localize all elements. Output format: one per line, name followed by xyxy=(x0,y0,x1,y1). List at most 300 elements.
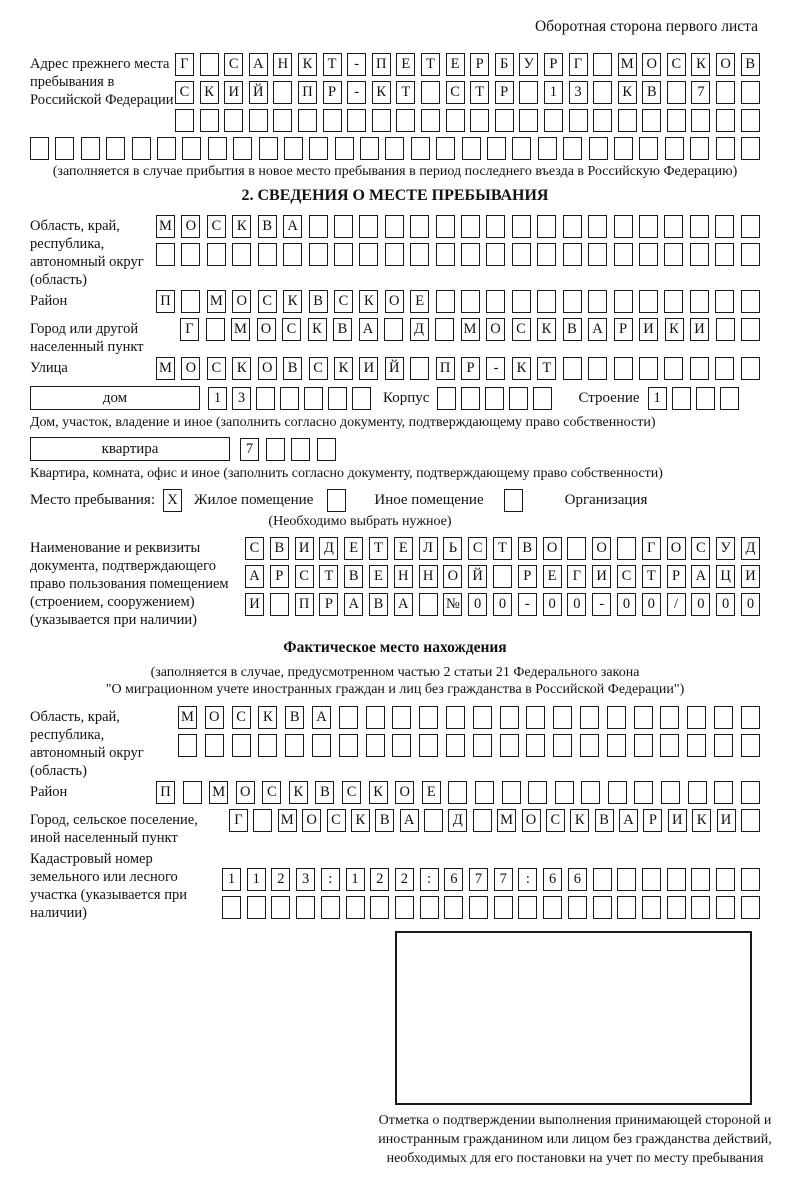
char-cell[interactable]: : xyxy=(321,868,340,891)
char-cell[interactable]: Л xyxy=(419,537,438,560)
char-cell[interactable]: У xyxy=(716,537,735,560)
char-cell[interactable] xyxy=(208,137,227,160)
char-cell[interactable] xyxy=(500,734,519,757)
char-cell[interactable]: В xyxy=(258,215,277,238)
char-cell[interactable] xyxy=(30,137,49,160)
char-cell[interactable]: Р xyxy=(270,565,289,588)
char-cell[interactable] xyxy=(446,706,465,729)
char-cell[interactable] xyxy=(715,357,734,380)
char-cell[interactable] xyxy=(581,781,600,804)
char-cell[interactable] xyxy=(537,215,556,238)
char-cell[interactable]: 3 xyxy=(569,81,588,104)
char-cell[interactable] xyxy=(741,781,760,804)
char-cell[interactable] xyxy=(588,243,607,266)
char-cell[interactable]: А xyxy=(249,53,268,76)
char-cell[interactable] xyxy=(232,243,251,266)
char-cell[interactable] xyxy=(533,387,552,410)
char-cell[interactable] xyxy=(614,137,633,160)
char-cell[interactable]: Г xyxy=(229,809,248,832)
char-cell[interactable]: 2 xyxy=(395,868,414,891)
char-cell[interactable] xyxy=(563,243,582,266)
char-cell[interactable] xyxy=(664,357,683,380)
char-cell[interactable] xyxy=(716,318,735,341)
char-cell[interactable] xyxy=(664,290,683,313)
char-cell[interactable]: О xyxy=(592,537,611,560)
char-cell[interactable]: 0 xyxy=(567,593,586,616)
char-cell[interactable]: Д xyxy=(448,809,467,832)
char-cell[interactable] xyxy=(266,438,285,461)
char-cell[interactable]: Н xyxy=(394,565,413,588)
char-cell[interactable] xyxy=(271,896,290,919)
char-cell[interactable]: Т xyxy=(396,81,415,104)
char-cell[interactable] xyxy=(691,868,710,891)
char-cell[interactable]: / xyxy=(667,593,686,616)
char-cell[interactable] xyxy=(741,137,760,160)
char-cell[interactable] xyxy=(323,109,342,132)
char-cell[interactable]: И xyxy=(668,809,687,832)
char-cell[interactable] xyxy=(537,243,556,266)
char-cell[interactable]: О xyxy=(302,809,321,832)
char-cell[interactable] xyxy=(639,137,658,160)
char-cell[interactable] xyxy=(205,734,224,757)
char-cell[interactable] xyxy=(232,734,251,757)
char-cell[interactable] xyxy=(156,243,175,266)
char-cell[interactable]: К xyxy=(359,290,378,313)
char-cell[interactable] xyxy=(614,215,633,238)
char-cell[interactable]: 2 xyxy=(370,868,389,891)
char-cell[interactable]: И xyxy=(224,81,243,104)
char-cell[interactable] xyxy=(334,215,353,238)
char-cell[interactable]: М xyxy=(178,706,197,729)
char-cell[interactable] xyxy=(309,215,328,238)
char-cell[interactable] xyxy=(410,357,429,380)
char-cell[interactable]: Е xyxy=(543,565,562,588)
char-cell[interactable] xyxy=(384,318,403,341)
char-cell[interactable]: 0 xyxy=(543,593,562,616)
char-cell[interactable] xyxy=(741,357,760,380)
char-cell[interactable]: Т xyxy=(493,537,512,560)
char-cell[interactable] xyxy=(691,896,710,919)
char-cell[interactable] xyxy=(614,357,633,380)
char-cell[interactable] xyxy=(419,734,438,757)
char-cell[interactable]: Г xyxy=(175,53,194,76)
char-cell[interactable]: Й xyxy=(468,565,487,588)
char-cell[interactable]: С xyxy=(245,537,264,560)
char-cell[interactable] xyxy=(660,706,679,729)
char-cell[interactable]: 6 xyxy=(543,868,562,891)
char-cell[interactable] xyxy=(285,734,304,757)
char-cell[interactable]: С xyxy=(327,809,346,832)
char-cell[interactable]: К xyxy=(289,781,308,804)
char-cell[interactable] xyxy=(446,109,465,132)
char-cell[interactable]: П xyxy=(156,781,175,804)
char-cell[interactable]: С xyxy=(342,781,361,804)
char-cell[interactable] xyxy=(690,290,709,313)
char-cell[interactable] xyxy=(593,896,612,919)
char-cell[interactable] xyxy=(178,734,197,757)
char-cell[interactable] xyxy=(473,734,492,757)
char-cell[interactable]: С xyxy=(691,537,710,560)
char-cell[interactable]: Е xyxy=(344,537,363,560)
char-cell[interactable] xyxy=(259,137,278,160)
char-cell[interactable]: 0 xyxy=(741,593,760,616)
char-cell[interactable]: А xyxy=(400,809,419,832)
char-cell[interactable]: К xyxy=(665,318,684,341)
char-cell[interactable] xyxy=(372,109,391,132)
char-cell[interactable]: Р xyxy=(323,81,342,104)
char-cell[interactable]: В xyxy=(285,706,304,729)
char-cell[interactable] xyxy=(741,868,760,891)
char-cell[interactable] xyxy=(500,706,519,729)
char-cell[interactable]: Р xyxy=(461,357,480,380)
char-cell[interactable] xyxy=(687,706,706,729)
char-cell[interactable] xyxy=(233,137,252,160)
char-cell[interactable] xyxy=(461,387,480,410)
char-cell[interactable] xyxy=(312,734,331,757)
char-cell[interactable] xyxy=(469,896,488,919)
char-cell[interactable] xyxy=(563,357,582,380)
char-cell[interactable] xyxy=(519,109,538,132)
char-cell[interactable] xyxy=(569,109,588,132)
char-cell[interactable] xyxy=(667,896,686,919)
char-cell[interactable]: 0 xyxy=(468,593,487,616)
char-cell[interactable] xyxy=(634,734,653,757)
char-cell[interactable] xyxy=(446,734,465,757)
char-cell[interactable] xyxy=(741,896,760,919)
char-cell[interactable]: И xyxy=(245,593,264,616)
char-cell[interactable] xyxy=(366,734,385,757)
char-cell[interactable]: У xyxy=(519,53,538,76)
char-cell[interactable] xyxy=(473,706,492,729)
char-cell[interactable]: 1 xyxy=(222,868,241,891)
char-cell[interactable] xyxy=(563,137,582,160)
char-cell[interactable] xyxy=(512,215,531,238)
char-cell[interactable] xyxy=(538,137,557,160)
char-cell[interactable]: П xyxy=(295,593,314,616)
char-cell[interactable] xyxy=(588,215,607,238)
char-cell[interactable] xyxy=(614,290,633,313)
char-cell[interactable] xyxy=(224,109,243,132)
char-cell[interactable] xyxy=(512,243,531,266)
char-cell[interactable]: О xyxy=(205,706,224,729)
char-cell[interactable] xyxy=(419,706,438,729)
checkbox-organization[interactable] xyxy=(504,489,523,512)
char-cell[interactable] xyxy=(309,137,328,160)
char-cell[interactable]: 0 xyxy=(716,593,735,616)
char-cell[interactable] xyxy=(518,896,537,919)
char-cell[interactable]: И xyxy=(717,809,736,832)
char-cell[interactable] xyxy=(563,215,582,238)
char-cell[interactable] xyxy=(339,734,358,757)
char-cell[interactable]: № xyxy=(443,593,462,616)
char-cell[interactable]: А xyxy=(588,318,607,341)
char-cell[interactable]: О xyxy=(181,357,200,380)
char-cell[interactable] xyxy=(444,896,463,919)
char-cell[interactable] xyxy=(487,137,506,160)
char-cell[interactable] xyxy=(690,243,709,266)
char-cell[interactable] xyxy=(461,290,480,313)
char-cell[interactable] xyxy=(617,537,636,560)
char-cell[interactable] xyxy=(485,387,504,410)
char-cell[interactable]: Г xyxy=(567,565,586,588)
char-cell[interactable]: 6 xyxy=(444,868,463,891)
char-cell[interactable]: Д xyxy=(741,537,760,560)
char-cell[interactable]: И xyxy=(295,537,314,560)
char-cell[interactable]: С xyxy=(207,357,226,380)
char-cell[interactable]: К xyxy=(298,53,317,76)
char-cell[interactable]: С xyxy=(282,318,301,341)
char-cell[interactable] xyxy=(593,109,612,132)
char-cell[interactable] xyxy=(716,896,735,919)
char-cell[interactable] xyxy=(421,81,440,104)
char-cell[interactable] xyxy=(639,215,658,238)
char-cell[interactable]: Г xyxy=(642,537,661,560)
char-cell[interactable] xyxy=(741,809,760,832)
char-cell[interactable] xyxy=(106,137,125,160)
char-cell[interactable]: В xyxy=(741,53,760,76)
char-cell[interactable] xyxy=(470,109,489,132)
char-cell[interactable]: К xyxy=(512,357,531,380)
char-cell[interactable] xyxy=(256,387,275,410)
char-cell[interactable]: И xyxy=(592,565,611,588)
char-cell[interactable]: О xyxy=(236,781,255,804)
char-cell[interactable] xyxy=(714,706,733,729)
char-cell[interactable] xyxy=(222,896,241,919)
char-cell[interactable]: С xyxy=(617,565,636,588)
char-cell[interactable] xyxy=(563,290,582,313)
char-cell[interactable]: П xyxy=(372,53,391,76)
char-cell[interactable]: С xyxy=(262,781,281,804)
char-cell[interactable] xyxy=(741,109,760,132)
char-cell[interactable] xyxy=(157,137,176,160)
char-cell[interactable]: 1 xyxy=(346,868,365,891)
char-cell[interactable] xyxy=(716,109,735,132)
char-cell[interactable]: П xyxy=(156,290,175,313)
char-cell[interactable]: К xyxy=(351,809,370,832)
char-cell[interactable]: И xyxy=(690,318,709,341)
char-cell[interactable] xyxy=(200,53,219,76)
char-cell[interactable] xyxy=(424,809,443,832)
char-cell[interactable] xyxy=(526,734,545,757)
char-cell[interactable]: 7 xyxy=(240,438,259,461)
char-cell[interactable]: Е xyxy=(446,53,465,76)
char-cell[interactable]: К xyxy=(308,318,327,341)
char-cell[interactable]: Р xyxy=(614,318,633,341)
char-cell[interactable] xyxy=(568,896,587,919)
char-cell[interactable]: Р xyxy=(319,593,338,616)
char-cell[interactable]: М xyxy=(207,290,226,313)
char-cell[interactable]: О xyxy=(257,318,276,341)
char-cell[interactable] xyxy=(296,896,315,919)
char-cell[interactable]: Й xyxy=(385,357,404,380)
char-cell[interactable]: О xyxy=(522,809,541,832)
char-cell[interactable]: Е xyxy=(396,53,415,76)
char-cell[interactable] xyxy=(741,215,760,238)
char-cell[interactable] xyxy=(181,243,200,266)
char-cell[interactable] xyxy=(247,896,266,919)
char-cell[interactable] xyxy=(716,137,735,160)
char-cell[interactable] xyxy=(537,290,556,313)
char-cell[interactable]: О xyxy=(667,537,686,560)
char-cell[interactable] xyxy=(420,896,439,919)
char-cell[interactable] xyxy=(593,53,612,76)
char-cell[interactable]: Т xyxy=(470,81,489,104)
char-cell[interactable] xyxy=(544,109,563,132)
char-cell[interactable]: П xyxy=(298,81,317,104)
char-cell[interactable] xyxy=(528,781,547,804)
char-cell[interactable]: О xyxy=(642,53,661,76)
char-cell[interactable] xyxy=(665,137,684,160)
char-cell[interactable] xyxy=(741,290,760,313)
char-cell[interactable] xyxy=(317,438,336,461)
char-cell[interactable] xyxy=(435,318,454,341)
char-cell[interactable]: О xyxy=(543,537,562,560)
char-cell[interactable]: Е xyxy=(394,537,413,560)
char-cell[interactable]: Н xyxy=(273,53,292,76)
char-cell[interactable] xyxy=(660,734,679,757)
char-cell[interactable]: В xyxy=(333,318,352,341)
char-cell[interactable] xyxy=(181,290,200,313)
char-cell[interactable] xyxy=(298,109,317,132)
char-cell[interactable]: М xyxy=(156,357,175,380)
char-cell[interactable] xyxy=(741,243,760,266)
char-cell[interactable]: 0 xyxy=(691,593,710,616)
char-cell[interactable] xyxy=(392,706,411,729)
char-cell[interactable] xyxy=(411,137,430,160)
char-cell[interactable]: И xyxy=(639,318,658,341)
char-cell[interactable]: - xyxy=(486,357,505,380)
char-cell[interactable]: А xyxy=(245,565,264,588)
checkbox-other-premises[interactable] xyxy=(327,489,346,512)
char-cell[interactable] xyxy=(509,387,528,410)
char-cell[interactable]: А xyxy=(344,593,363,616)
apartment-type-box[interactable]: квартира xyxy=(30,437,230,461)
char-cell[interactable]: Т xyxy=(323,53,342,76)
char-cell[interactable] xyxy=(593,868,612,891)
char-cell[interactable]: 0 xyxy=(617,593,636,616)
char-cell[interactable] xyxy=(634,781,653,804)
char-cell[interactable] xyxy=(495,109,514,132)
char-cell[interactable]: К xyxy=(372,81,391,104)
char-cell[interactable] xyxy=(473,809,492,832)
char-cell[interactable]: А xyxy=(394,593,413,616)
checkbox-residential[interactable]: X xyxy=(163,489,182,512)
char-cell[interactable] xyxy=(334,243,353,266)
char-cell[interactable]: 7 xyxy=(469,868,488,891)
char-cell[interactable]: В xyxy=(283,357,302,380)
char-cell[interactable] xyxy=(359,243,378,266)
char-cell[interactable] xyxy=(486,290,505,313)
char-cell[interactable] xyxy=(667,109,686,132)
char-cell[interactable] xyxy=(200,109,219,132)
char-cell[interactable] xyxy=(370,896,389,919)
char-cell[interactable]: Ь xyxy=(443,537,462,560)
char-cell[interactable] xyxy=(667,81,686,104)
char-cell[interactable]: К xyxy=(200,81,219,104)
char-cell[interactable]: Н xyxy=(419,565,438,588)
char-cell[interactable] xyxy=(741,318,760,341)
char-cell[interactable] xyxy=(392,734,411,757)
char-cell[interactable] xyxy=(715,243,734,266)
char-cell[interactable] xyxy=(688,781,707,804)
char-cell[interactable]: Д xyxy=(410,318,429,341)
char-cell[interactable]: П xyxy=(436,357,455,380)
char-cell[interactable]: С xyxy=(258,290,277,313)
char-cell[interactable] xyxy=(249,109,268,132)
char-cell[interactable]: 3 xyxy=(296,868,315,891)
char-cell[interactable]: 7 xyxy=(494,868,513,891)
char-cell[interactable] xyxy=(309,243,328,266)
char-cell[interactable] xyxy=(607,706,626,729)
char-cell[interactable]: Г xyxy=(180,318,199,341)
char-cell[interactable]: К xyxy=(283,290,302,313)
char-cell[interactable] xyxy=(519,81,538,104)
char-cell[interactable]: 0 xyxy=(642,593,661,616)
char-cell[interactable]: А xyxy=(312,706,331,729)
char-cell[interactable] xyxy=(614,243,633,266)
char-cell[interactable]: М xyxy=(209,781,228,804)
char-cell[interactable]: О xyxy=(181,215,200,238)
char-cell[interactable] xyxy=(360,137,379,160)
char-cell[interactable] xyxy=(339,706,358,729)
char-cell[interactable]: М xyxy=(156,215,175,238)
char-cell[interactable] xyxy=(366,706,385,729)
char-cell[interactable] xyxy=(182,137,201,160)
char-cell[interactable]: С xyxy=(667,53,686,76)
char-cell[interactable] xyxy=(253,809,272,832)
char-cell[interactable]: В xyxy=(595,809,614,832)
char-cell[interactable] xyxy=(607,734,626,757)
char-cell[interactable]: Т xyxy=(369,537,388,560)
char-cell[interactable]: 6 xyxy=(568,868,587,891)
char-cell[interactable]: К xyxy=(232,357,251,380)
char-cell[interactable] xyxy=(690,137,709,160)
char-cell[interactable]: В xyxy=(315,781,334,804)
char-cell[interactable] xyxy=(667,868,686,891)
char-cell[interactable]: Й xyxy=(249,81,268,104)
char-cell[interactable]: С xyxy=(334,290,353,313)
char-cell[interactable]: М xyxy=(497,809,516,832)
char-cell[interactable]: В xyxy=(270,537,289,560)
char-cell[interactable] xyxy=(553,706,572,729)
char-cell[interactable]: К xyxy=(334,357,353,380)
char-cell[interactable]: С xyxy=(232,706,251,729)
char-cell[interactable]: С xyxy=(546,809,565,832)
char-cell[interactable] xyxy=(461,215,480,238)
char-cell[interactable] xyxy=(502,781,521,804)
char-cell[interactable] xyxy=(258,734,277,757)
char-cell[interactable] xyxy=(617,896,636,919)
char-cell[interactable] xyxy=(385,215,404,238)
char-cell[interactable] xyxy=(475,781,494,804)
char-cell[interactable] xyxy=(258,243,277,266)
char-cell[interactable] xyxy=(410,215,429,238)
char-cell[interactable] xyxy=(526,706,545,729)
char-cell[interactable] xyxy=(462,137,481,160)
char-cell[interactable]: К xyxy=(618,81,637,104)
char-cell[interactable]: Е xyxy=(410,290,429,313)
char-cell[interactable]: Д xyxy=(319,537,338,560)
char-cell[interactable]: - xyxy=(347,81,366,104)
char-cell[interactable] xyxy=(385,243,404,266)
char-cell[interactable] xyxy=(486,215,505,238)
char-cell[interactable]: 1 xyxy=(648,387,667,410)
char-cell[interactable]: 7 xyxy=(691,81,710,104)
char-cell[interactable] xyxy=(494,896,513,919)
char-cell[interactable]: Г xyxy=(569,53,588,76)
char-cell[interactable]: Т xyxy=(421,53,440,76)
char-cell[interactable] xyxy=(642,868,661,891)
